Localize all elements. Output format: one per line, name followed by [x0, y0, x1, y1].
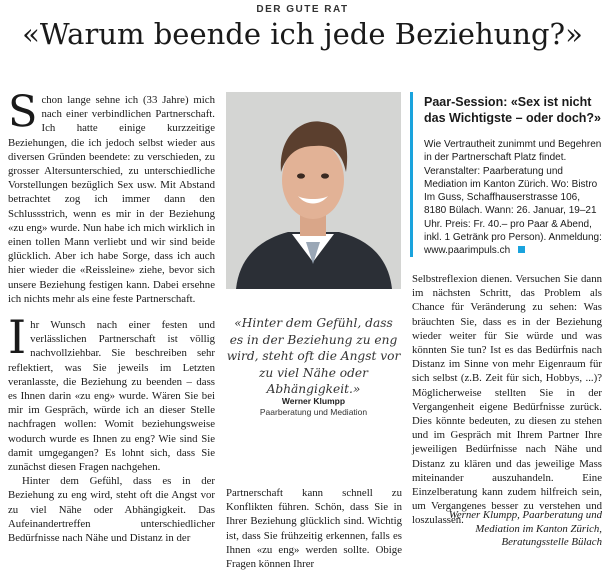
pull-quote-author: Werner Klumpp	[281, 396, 346, 406]
answer-start	[8, 310, 215, 545]
answer-right: Selbstreflexion dienen. Versuchen Sie dann im nächsten Schritt, das Problem als Chance für Veränderung zu sehen: Was bräuchten Sie, dass es in der Beziehung wieder weiter für Sie würde und was könnten Sie tun? Ist es das Bedürfnis nach Distanz im Sinne von mehr Eigenraum für sich selbst (z.B. Zeit für sich, Hobbys, ...)? Möglicherweise stellten Sie in der Vergangenheit eigene Bedürfnisse zurück. Dies könnte bedeuten, zu diesen zu stehen und im Gespräch mit Ihrem Partner Ihre jeweiligen Bedürfnisse nach Nähe und Distanz zu klären und das jeweilige Mass miteinander auszuhandeln. Eine Einzelberatung kann zudem hilfreich sein, um Vergangenes besser zu verstehen und loszulassen.	[412, 273, 602, 527]
pull-quote: «Hinter dem Gefühl, dass es in der Beziehung zu eng wird, steht oft die Angst vor zu viel Nähe oder Abhängigkeit.»	[226, 316, 401, 396]
pull-quote-role: Paarberatung und Mediation	[259, 407, 368, 417]
answer-paragraph-1	[8, 310, 215, 474]
square-icon	[518, 246, 525, 253]
signature	[412, 509, 602, 550]
letter-text: chon lange sehne ich (33 Jahre) mich nach einer verbindlichen Partnerschaft. Ich hatte einige kurzzeitige Beziehungen, die ich jedoch selbst wieder aus diversen Gründen beendete: zu verschieden, zu grosser Altersunterschied, zu unterschiedliche Vorstellungen bezüglich Sex usw. Mit Abstand betrachtet zog ich immer dann den Schlussstrich, wenn es mir in der Beziehung «zu eng» wurde. Nun habe ich mich wirklich in einen tollen Mann verliebt und wir sind beide glücklich. Aber ich habe Sorge, dass ich auch hier wieder die «Reissleine» ziehe, bevor sich unsere Beziehung festigen kann. Dabei ersehne ich nichts mehr als eine feste Partnerschaft.	[8, 94, 215, 305]
answer-middle: Partnerschaft kann schnell zu Konflikten führen. Schön, dass Sie in Ihrer Beziehung glücklich sind. Wichtig ist, dass Sie frühzeitig erkennen, falls es Ihnen «zu eng» werden sollte. Obige Fragen können Ihrer	[226, 487, 402, 571]
answer-paragraph-2: Hinter dem Gefühl, dass es in der Beziehung zu eng wird, steht oft die Angst vor zu viel Nähe oder Abhängigkeit. Das Aufeinandertreffen unterschiedlicher Bedürfnisse nach Nähe und Distanz in der	[8, 475, 215, 545]
infobox-body	[424, 138, 602, 258]
answer-dropcap: I	[8, 310, 27, 364]
letter-dropcap: S	[8, 87, 38, 137]
answer-p1-text: hr Wunsch nach einer festen und verlässlichen Partnerschaft ist völlig nachvollziehbar. Sie beschreiben sehr reflektiert, was Sie jeweils im Letzten veranlasste, die Beziehung zu beenden – dass es Ihnen darin «zu eng» wurde. Wären Sie bei mir im Gespräch, würde ich an dieser Stelle nachfragen wollen: Womit beziehungsweise wodurch wurde es Ihnen zu eng? Wie sind Sie damit umgegangen? Es lohnt sich, dass Sie zunächst diesen Fragen nachgehen.	[8, 319, 215, 474]
infobox-accent-bar	[410, 92, 413, 257]
signature-line-2: Mediation im Kanton Zürich,	[475, 522, 602, 535]
signature-line-1: Werner Klumpp, Paarberatung und	[448, 509, 602, 521]
author-photo	[226, 92, 401, 289]
signature-line-3: Beratungsstelle Bülach	[501, 536, 602, 549]
page-title: «Warum beende ich jede Beziehung?»	[22, 17, 583, 51]
reader-letter	[8, 87, 215, 306]
infobox-title: Paar-Session: «Sex ist nicht das Wichtigste – oder doch?»	[424, 95, 602, 125]
section-kicker: DER GUTE RAT	[256, 4, 349, 15]
portrait-photo-icon	[226, 92, 401, 289]
infobox-text: Wie Vertrautheit zunimmt und Begehren in der Partnerschaft Platz findet. Veranstalter: Paarberatung und Mediation im Kanton Zürich. Wo: Bistro Im Guss, Schaffhauserstrasse 106, 8180 Bülach. Wann: 26. Januar, 19–21 Uhr. Preis: Fr. 40.– pro Paar & Abend, inkl. 1 Getränk pro Person). Anmeldung: www.paarimpuls.ch	[424, 139, 602, 257]
